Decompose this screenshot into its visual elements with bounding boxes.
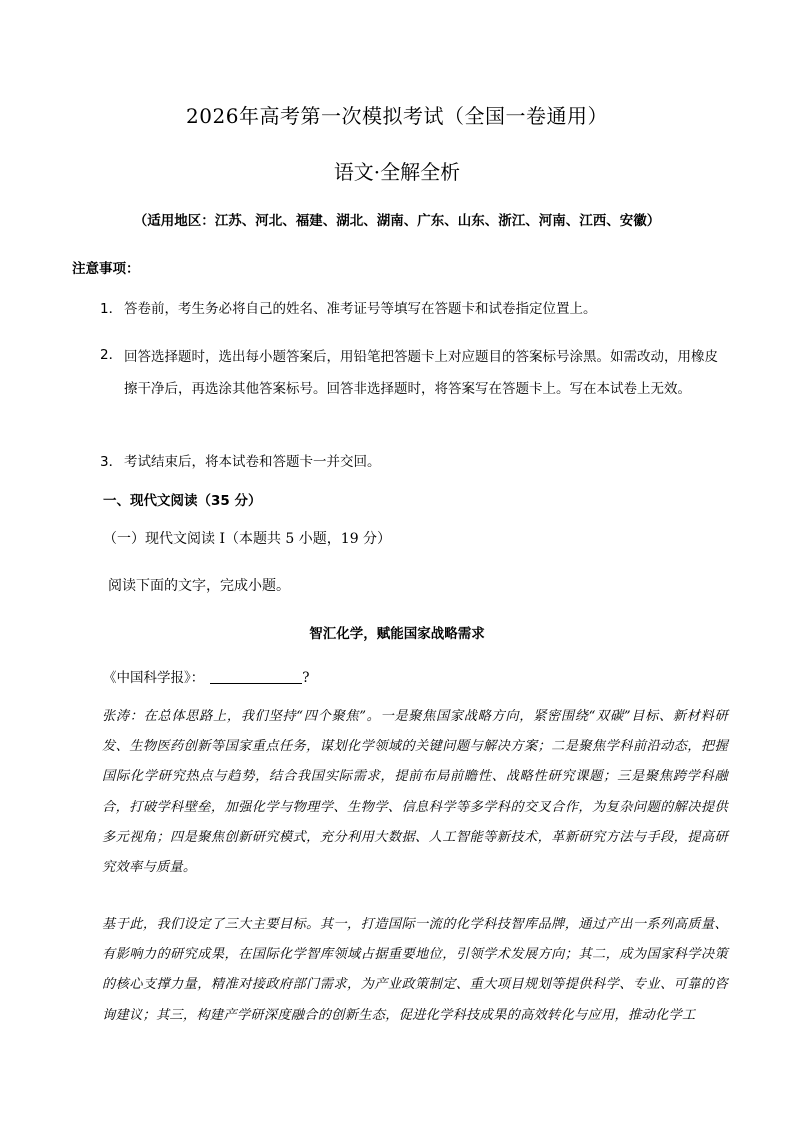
notice-item-text: 答卷前，考生务必将自己的姓名、准考证号等填写在答题卡和试卷指定位置上。 bbox=[124, 301, 597, 317]
article-title: 智汇化学，赋能国家战略需求 bbox=[309, 626, 485, 642]
notice-item-number: 3． bbox=[100, 454, 123, 470]
notice-item bbox=[102, 448, 728, 477]
notice-item-text: 考试结束后，将本试卷和答题卡一并交回。 bbox=[124, 454, 381, 470]
interview-question bbox=[103, 666, 310, 686]
question-prefix: 《中国科学报》： bbox=[103, 670, 205, 686]
applicable-regions: （适用地区：江苏、河北、福建、湖北、湖南、广东、山东、浙江、河南、江西、安徽） bbox=[133, 213, 661, 229]
notice-item bbox=[102, 295, 728, 324]
section-heading: 一、现代文阅读（35 分） bbox=[103, 493, 262, 509]
notice-item-number: 2． bbox=[100, 347, 123, 363]
notice-item-text: 回答选择题时，选出每小题答案后，用铅笔把答题卡上对应题目的答案标号涂黑。如需改动，用橡皮擦干净后，再选涂其他答案标号。回答非选择题时，将答案写在答题卡上。写在本试卷上无效。 bbox=[124, 349, 718, 397]
subsection-heading: （一）现代文阅读 I（本题共 5 小题，19 分） bbox=[103, 531, 392, 547]
exam-subtitle: 语文·全解全析 bbox=[333, 160, 461, 184]
notice-item bbox=[102, 341, 728, 405]
article-paragraph: 张涛：在总体思路上，我们坚持“四个聚焦”。一是聚焦国家战略方向，紧密围绕“双碳”目标、新材料研发、生物医药创新等国家重点任务，谋划化学领域的关键问题与解决方案；二是聚焦学科前沿动态，把握国际化学研究热点与趋势，结合我国实际需求，提前布局前瞻性、战略性研究课题；三是聚焦跨学科融合，打破学科壁垒，加强化学与物理学、生物学、信息科学等多学科的交叉合作，为复杂问题的解决提供多元视角；四是聚焦创新研究模式，充分利用大数据、人工智能等新技术，革新研究方法与手段，提高研究效率与质量。 bbox=[102, 709, 728, 876]
question-suffix: ? bbox=[302, 670, 310, 686]
exam-title: 2026年高考第一次模拟考试（全国一卷通用） bbox=[186, 104, 608, 128]
notice-item-number: 1． bbox=[100, 301, 123, 317]
answer-blank bbox=[210, 669, 302, 684]
reading-instruction: 阅读下面的文字，完成小题。 bbox=[108, 578, 290, 594]
notice-heading: 注意事项： bbox=[72, 261, 140, 277]
article-paragraph: 基于此，我们设定了三大主要目标。其一，打造国际一流的化学科技智库品牌，通过产出一系列高质量、有影响力的研究成果，在国际化学智库领域占据重要地位，引领学术发展方向；其二，成为国家科学决策的核心支撑力量，精准对接政府部门需求，为产业政策制定、重大项目规划等提供科学、专业、可靠的咨询建议；其三，构建产学研深度融合的创新生态，促进化学科技成果的高效转化与应用，推动化学工 bbox=[102, 917, 728, 1023]
